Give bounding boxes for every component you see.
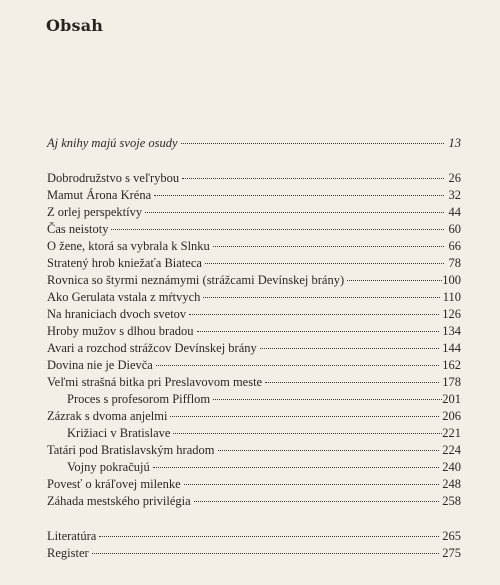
toc-entry-title: Aj knihy majú svoje osudy [47,136,178,150]
toc-entry [47,527,461,545]
toc-entry-title: Na hraniciach dvoch svetov [47,307,187,321]
toc-entry-title: Tatári pod Bratislavským hradom [47,443,215,457]
toc-entry [47,288,461,306]
dot-leader [260,347,439,349]
toc-entry-page: 100 [442,273,461,287]
toc-entry-title: Hroby mužov s dlhou bradou [47,324,194,338]
toc-entry [47,134,461,152]
dot-leader [197,330,440,332]
toc-entry-page: 248 [442,477,461,491]
toc-entry [47,492,461,510]
toc-entry-title: Stratený hrob kniežaťa Biateca [47,256,202,270]
dot-leader [153,466,440,468]
dot-leader [347,279,442,281]
toc-entry-page: 224 [442,443,461,457]
toc-entry-page: 206 [442,409,461,423]
toc-entry-page: 110 [442,290,461,304]
toc-entry-page: 78 [448,256,461,270]
dot-leader [265,381,439,383]
toc-entry-title: Zázrak s dvoma anjelmi [47,409,168,423]
toc-entry-title: O žene, ktorá sa vybrala k Slnku [47,239,210,253]
toc-entry-title: Križiaci v Bratislave [67,426,171,440]
toc-entry [47,390,461,408]
toc-entry-title: Veľmi strašná bitka pri Preslavovom meste [47,375,263,389]
toc-entry-page: 144 [442,341,461,355]
toc-entry [47,254,461,272]
toc-entry-title: Ako Gerulata vstala z mŕtvych [47,290,201,304]
toc-entry [47,237,461,255]
toc-entry-page: 275 [442,546,461,560]
toc-entry [47,356,461,374]
toc-entry-page: 258 [442,494,461,508]
toc-entry-page: 26 [448,171,461,185]
dot-leader [184,483,440,485]
toc-entry [47,203,461,221]
dot-leader [170,415,439,417]
toc-entry-title: Mamut Árona Kréna [47,188,152,202]
dot-leader [213,245,444,247]
dot-leader [156,364,439,366]
dot-leader [213,398,442,400]
toc-entry [47,407,461,425]
toc-entry-page: 66 [448,239,461,253]
toc-entry-title: Záhada mestského privilégia [47,494,191,508]
toc-entry-page: 44 [448,205,461,219]
dot-leader [218,449,440,451]
toc-entry [47,373,461,391]
toc-entry-page: 32 [448,188,461,202]
toc-entry-page: 162 [442,358,461,372]
toc-entry-page: 265 [442,529,461,543]
dot-leader [189,313,439,315]
toc-entry-page: 240 [442,460,461,474]
toc-entry [47,544,461,562]
toc-entry [47,339,461,357]
dot-leader [92,552,440,554]
dot-leader [145,211,444,213]
toc-entry [47,458,461,476]
dot-leader [173,432,442,434]
toc-entry-page: 178 [442,375,461,389]
toc-entry-page: 13 [448,136,461,150]
toc-entry-title: Z orlej perspektívy [47,205,143,219]
toc-entry-title: Dobrodružstvo s veľrybou [47,171,180,185]
toc-entry-page: 134 [442,324,461,338]
toc-entry-title: Vojny pokračujú [67,460,150,474]
dot-leader [154,194,444,196]
toc-entry [47,475,461,493]
dot-leader [99,535,439,537]
toc-entry-title: Literatúra [47,529,97,543]
toc-entry-title: Register [47,546,89,560]
dot-leader [205,262,444,264]
toc-entry-title: Dovina nie je Dievča [47,358,153,372]
toc-entry [47,220,461,238]
toc-entry-title: Proces s profesorom Pifflom [67,392,211,406]
dot-leader [194,500,440,502]
toc-entry [47,271,461,289]
toc-entry [47,169,461,187]
toc-entry [47,322,461,340]
dot-leader [181,142,444,144]
toc-entry [47,305,461,323]
toc-entry-title: Rovnica so štyrmi neznámymi (strážcami Devínskej brány) [47,273,345,287]
toc-entry-page: 126 [442,307,461,321]
toc-entry [47,186,461,204]
dot-leader [203,296,439,298]
toc-entry-title: Povesť o kráľovej milenke [47,477,181,491]
toc-entry-title: Avari a rozchod strážcov Devínskej brány [47,341,257,355]
toc-entry-page: 60 [448,222,461,236]
toc-entry-title: Čas neistoty [47,222,109,236]
toc-entry [47,441,461,459]
dot-leader [182,177,444,179]
dot-leader [111,228,444,230]
page-title: Obsah [46,16,104,35]
toc-entry-page: 221 [442,426,461,440]
toc-entry-page: 201 [442,392,461,406]
toc-entry [47,424,461,442]
